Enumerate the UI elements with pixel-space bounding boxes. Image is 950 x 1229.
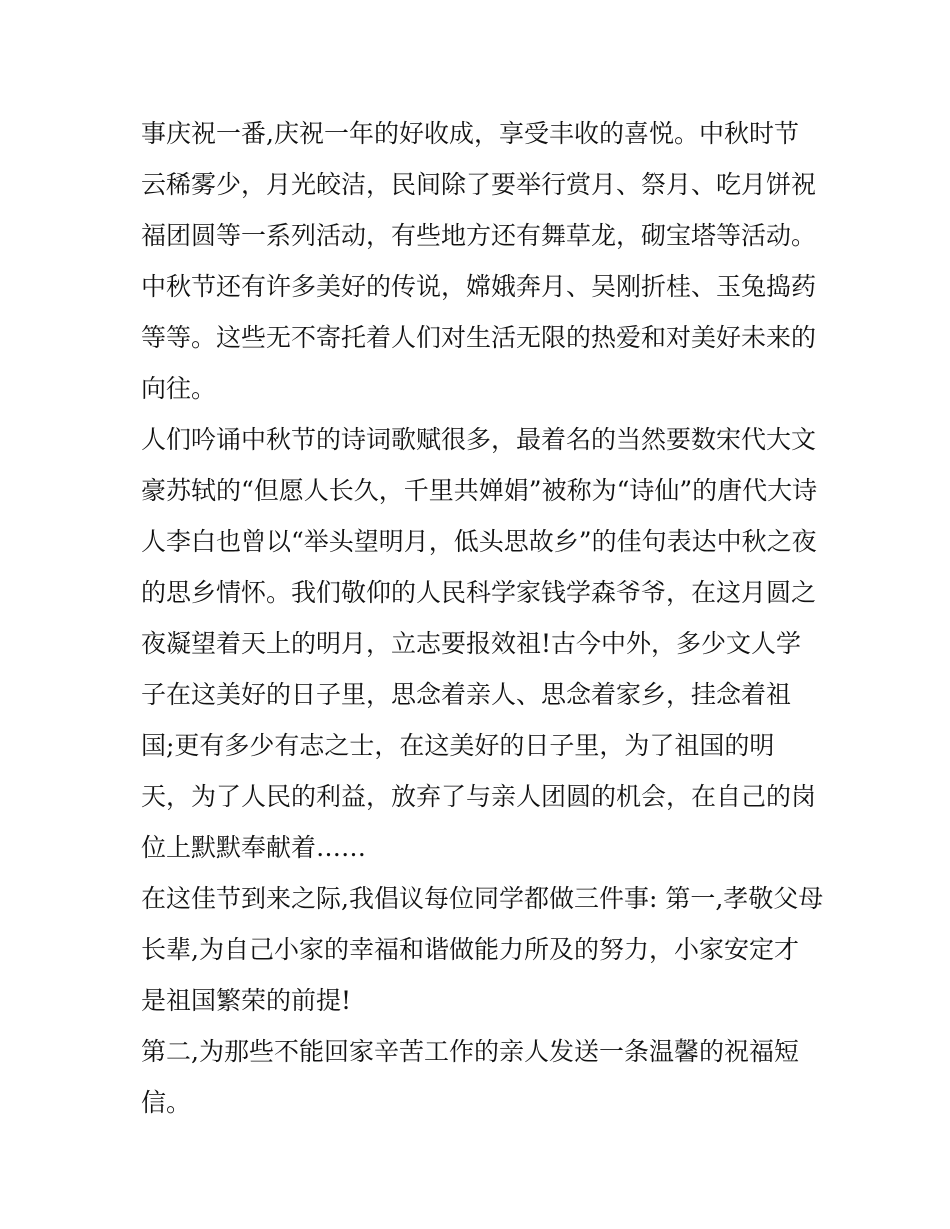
text-line: 等等。这些无不寄托着人们对生活无限的热爱和对美好未来的 bbox=[141, 323, 817, 352]
text-line: 人李白也曾以“举头望明月，低头思故乡”的佳句表达中秋之夜 bbox=[141, 527, 817, 556]
text-line: 中秋节还有许多美好的传说，嫦娥奔月、吴刚折桂、玉兔捣药 bbox=[141, 272, 817, 301]
text-line: 云稀雾少，月光皎洁，民间除了要举行赏月、祭月、吃月饼祝 bbox=[141, 170, 817, 199]
text-line: 信。 bbox=[141, 1088, 192, 1117]
text-line: 在这佳节到来之际,我倡议每位同学都做三件事: 第一,孝敬父母 bbox=[141, 884, 824, 913]
text-line: 国;更有多少有志之士，在这美好的日子里，为了祖国的明 bbox=[141, 731, 775, 760]
text-line: 夜凝望着天上的明月，立志要报效祖!古今中外，多少文人学 bbox=[141, 629, 802, 658]
text-line: 豪苏轼的“但愿人长久，千里共婵娟”被称为“诗仙”的唐代大诗 bbox=[141, 476, 818, 505]
text-line: 天，为了人民的利益，放弃了与亲人团圆的机会，在自己的岗 bbox=[141, 782, 817, 811]
text-line: 的思乡情怀。我们敬仰的人民科学家钱学森爷爷，在这月圆之 bbox=[141, 578, 817, 607]
text-line: 人们吟诵中秋节的诗词歌赋很多，最着名的当然要数宋代大文 bbox=[141, 425, 817, 454]
text-line: 长辈,为自己小家的幸福和谐做能力所及的努力，小家安定才 bbox=[141, 935, 799, 964]
text-line: 向往。 bbox=[141, 374, 217, 403]
text-line: 子在这美好的日子里，思念着亲人、思念着家乡，挂念着祖 bbox=[141, 680, 792, 709]
text-line: 事庆祝一番,庆祝一年的好收成，享受丰收的喜悦。中秋时节 bbox=[141, 119, 799, 148]
text-line: 福团圆等一系列活动，有些地方还有舞草龙，砌宝塔等活动。 bbox=[141, 221, 817, 250]
document-body bbox=[141, 108, 824, 1128]
text-line: 位上默默奉献着…… bbox=[141, 833, 367, 862]
text-line: 是祖国繁荣的前提! bbox=[141, 986, 352, 1015]
text-line: 第二,为那些不能回家辛苦工作的亲人发送一条温馨的祝福短 bbox=[141, 1037, 799, 1066]
